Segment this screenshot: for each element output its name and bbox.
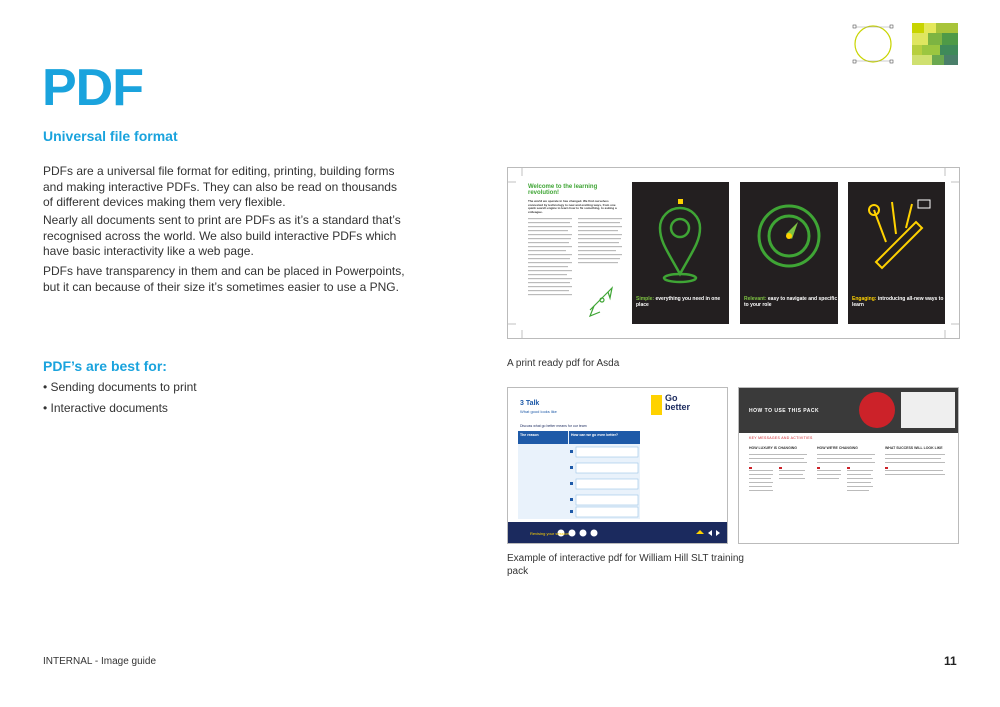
location-pin-icon	[650, 196, 710, 286]
asda-panel-relevant	[740, 182, 838, 324]
discuss-prompt: Discuss what go better means for our team	[520, 424, 587, 428]
col-right-header: How can we go even better?	[569, 431, 640, 444]
best-for-item: • Sending documents to print	[43, 380, 197, 394]
panel-text: easy to navigate and specific to your role	[744, 296, 838, 308]
go-word: Go	[665, 393, 678, 403]
panel-text: everything you need in one place	[636, 296, 721, 308]
paragraph-3: PDFs have transparency in them and can be placed in Powerpoints, but it can because of their size it’s sometimes easier to use a PNG.	[43, 264, 405, 294]
brand-logo	[852, 21, 958, 67]
asda-panel-engaging	[848, 182, 945, 324]
pack-column-heading: HOW LUXURY IS CHANGING	[749, 446, 798, 450]
panel-highlight: Relevant:	[744, 296, 767, 302]
training-pack-pdf-preview	[738, 387, 959, 544]
footer-label: INTERNAL - Image guide	[43, 656, 157, 667]
pack-column-heading: HOW WE'RE CHANGING	[817, 446, 858, 450]
go-number-block	[651, 395, 662, 415]
talk-title: 3 Talk	[520, 400, 540, 407]
paragraph-2: Nearly all documents sent to print are PDFs as it’s a standard that’s recognised across the world. We also build interactive PDFs which have basic interactivity like a web page.	[43, 213, 401, 258]
paragraph-1: PDFs are a universal file format for editing, printing, building forms and making interactive PDFs. They can also be read on thousands of different devices making them very flexible.	[43, 164, 397, 209]
key-messages-heading: KEY MESSAGES AND ACTIVITIES	[749, 436, 813, 440]
col-left-header: The reason	[518, 431, 568, 444]
panel-caption	[852, 296, 945, 308]
pack-notes-box	[901, 392, 955, 428]
panel-highlight: Engaging:	[852, 296, 877, 302]
pack-column-heading: WHAT SUCCESS WILL LOOK LIKE	[885, 446, 943, 450]
go-better-title	[665, 394, 690, 412]
pack-text-lines	[749, 454, 949, 524]
nav-arrows-icon[interactable]	[694, 528, 722, 538]
asda-panel-simple	[632, 182, 729, 324]
multitool-icon	[856, 192, 936, 272]
how-to-heading: HOW TO USE THIS PACK	[749, 408, 820, 414]
panel-text: introducing all-new ways to learn	[852, 296, 944, 308]
welcome-text-lines	[528, 218, 624, 322]
best-for-item: • Interactive documents	[43, 401, 168, 415]
page-title: PDF	[42, 59, 143, 117]
section-subtitle: Universal file format	[43, 128, 178, 144]
logo-graphic	[852, 21, 958, 67]
panel-caption	[636, 296, 729, 308]
best-for-heading: PDF’s are best for:	[43, 358, 167, 374]
welcome-title: Welcome to the learning revolution!	[528, 184, 598, 196]
pack-badge	[859, 392, 895, 428]
response-fields[interactable]	[518, 444, 640, 520]
compass-icon	[754, 196, 824, 276]
william-hill-pdf-preview	[507, 387, 728, 544]
panel-caption	[744, 296, 838, 308]
page-number: 11	[944, 654, 957, 668]
talk-subtitle: What good looks like	[520, 409, 557, 414]
william-hill-caption: Example of interactive pdf for William Hill SLT training pack	[507, 553, 744, 577]
welcome-intro: The world we operate in has changed. We find ourselves connected by technology to new and exciting ways, from one quick search engine to learn how to fix something, to asking a colleague.	[528, 200, 617, 214]
asda-caption: A print ready pdf for Asda	[507, 358, 620, 369]
asda-pdf-preview	[507, 167, 960, 339]
asda-welcome-page	[522, 182, 628, 324]
panel-highlight: Simple:	[636, 296, 655, 302]
revise-label: Revising your session	[530, 531, 569, 536]
better-word: better	[665, 402, 691, 412]
